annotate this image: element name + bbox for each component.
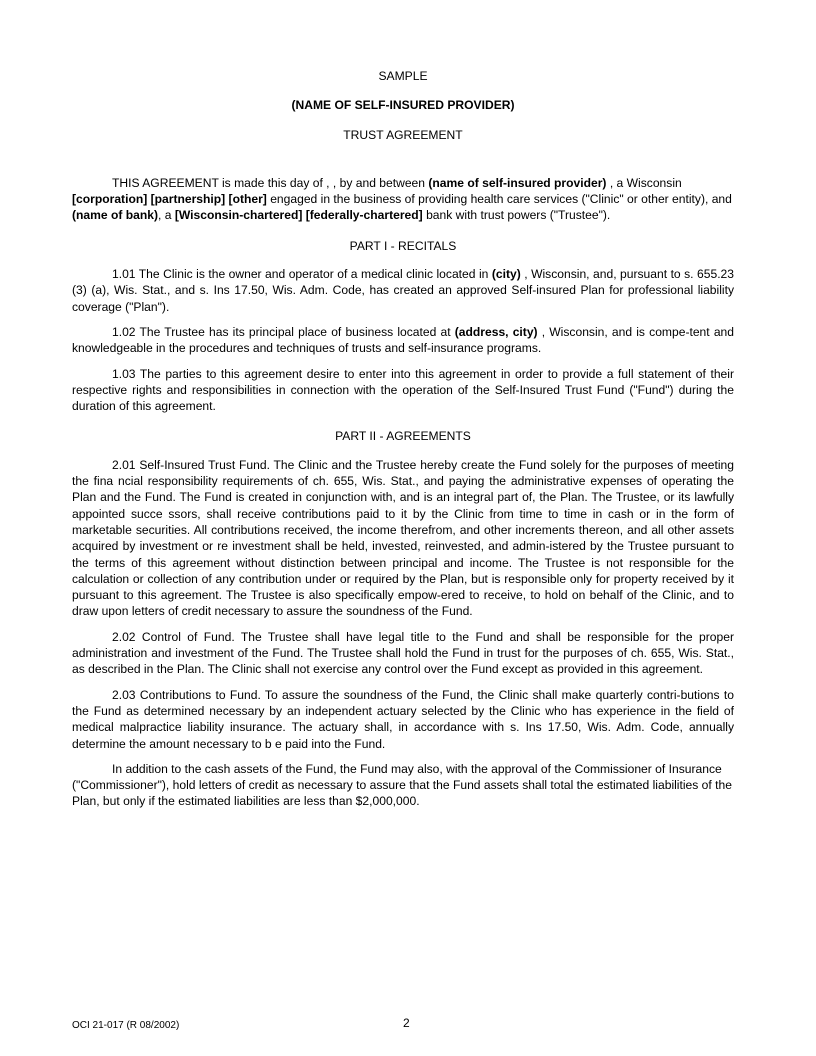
section-1-01-text-1: 1.01 The Clinic is the owner and operator of a medical clinic located in bbox=[112, 267, 492, 282]
section-2-03: 2.03 Contributions to Fund. To assure the soundness of the Fund, the Clinic shall make quarterly contri-butions to the Fund as determined necessary by an independent actuary selected by the Clinic who has experience in the field of medical malpractice liability insurance. The actuary shall, in accordance with s. Ins 17.50, Wis. Adm. Code, annually determine the amount necessary to b e paid into the Fund. bbox=[72, 687, 734, 751]
form-id: OCI 21-017 (R 08/2002) bbox=[72, 1020, 180, 1031]
section-1-01 bbox=[72, 266, 734, 315]
address-placeholder: (address, city) bbox=[454, 324, 538, 339]
section-2-02: 2.02 Control of Fund. The Trustee shall have legal title to the Fund and shall be responsible for the proper administration and investment of the Fund. The Trustee shall hold the Fund in trust for the purposes of ch. 655, Wis. Stat., as described in the Plan. The Clinic shall not exercise any control over the Fund except as provided in this agreement. bbox=[72, 629, 734, 677]
document-page bbox=[72, 68, 734, 819]
intro-provider-placeholder: (name of self-insured provider) bbox=[428, 175, 607, 190]
section-1-02 bbox=[72, 324, 734, 357]
intro-charter-placeholder: [Wisconsin-chartered] [federally-chartered] bbox=[174, 208, 423, 223]
section-1-03: 1.03 The parties to this agreement desire to enter into this agreement in order to provide a full statement of their respective rights and responsibilities in connection with the operation of the Self-Insured Trust Fund ("Fund") during the duration of this agreement. bbox=[72, 366, 734, 414]
intro-text-2: , a Wisconsin bbox=[606, 175, 682, 190]
intro-text-5: bank with trust powers ("Trustee"). bbox=[422, 208, 611, 223]
section-1-02-text-1: 1.02 The Trustee has its principal place of business located at bbox=[112, 324, 455, 339]
intro-text-3: engaged in the business of providing health care services ("Clinic" or other entity), and bbox=[266, 192, 732, 207]
section-1-02-text-2: , Wisconsin, and is compe-tent and knowledgeable in the procedures and techniques of trusts and self-insurance programs. bbox=[72, 324, 734, 356]
intro-paragraph bbox=[72, 175, 734, 224]
sample-label: SAMPLE bbox=[378, 69, 428, 83]
intro-text-1: THIS AGREEMENT is made this day of , , by and between bbox=[112, 175, 429, 190]
intro-entity-type-placeholder: [corporation] [partnership] [other] bbox=[72, 192, 267, 207]
provider-name-title: (NAME OF SELF-INSURED PROVIDER) bbox=[291, 98, 515, 113]
city-placeholder: (city) bbox=[491, 267, 521, 282]
intro-bank-placeholder: (name of bank) bbox=[72, 208, 159, 223]
part-1-heading: PART I - RECITALS bbox=[349, 238, 457, 253]
section-2-01: 2.01 Self-Insured Trust Fund. The Clinic and the Trustee hereby create the Fund solely for the purposes of meeting the fina ncial responsibility requirements of ch. 655, Wis. Stat., and paying the administrative expenses of operating the Plan and the Fund. The Fund is created in conjunction with, and is an integral part of, the Plan. The Trustee, or its lawfully appointed succe ssors, shall receive contributions paid to it by the Clinic from time to time in cash or in the form of marketable securities. All contributions received, the income therefrom, and other increments thereon, and all other assets acquired by investment or re investment shall be held, invested, reinvested, and admin-istered by the Trustee pursuant to the terms of this agreement without distinction between principal and income. The Trustee is not responsible for the calculation or collection of any contribution under or required by the Plan, but is responsible only for property received by it pursuant to this agreement. The Trustee is also specifically empow-ered to receive, to hold on behalf of the Clinic, and to draw upon letters of credit necessary to assure the soundness of the Fund. bbox=[72, 457, 734, 619]
page-number: 2 bbox=[403, 1016, 410, 1030]
section-1-01-text-2: , Wisconsin, and, pursuant to s. 655.23 (3) (a), Wis. Stat., and s. Ins 17.50, Wis. Adm. Code, has created an approved Self-insured Plan for professional liability coverage ("Plan"). bbox=[72, 267, 734, 314]
document-title: TRUST AGREEMENT bbox=[343, 127, 463, 142]
letters-of-credit-paragraph: In addition to the cash assets of the Fund, the Fund may also, with the approval of the Commissioner of Insurance ("Commissioner"), hold letters of credit as necessary to assure that the Fund assets shall total the estimated liabilities of the Plan, but only if the estimated liabilities are less than $2,000,000. bbox=[72, 761, 732, 809]
part-2-heading: PART II - AGREEMENTS bbox=[335, 429, 471, 444]
intro-text-4: , a bbox=[158, 208, 175, 223]
